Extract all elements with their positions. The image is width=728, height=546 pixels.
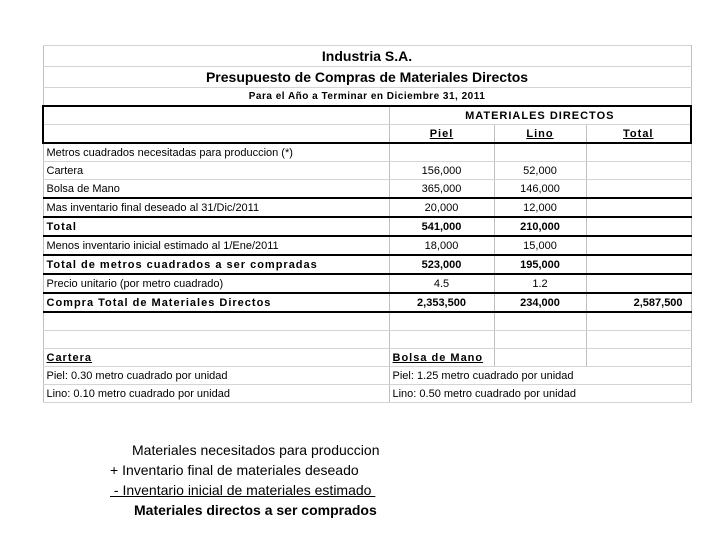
formula-line-1: Materiales necesitados para produccion [132, 442, 380, 458]
cell-total [586, 217, 691, 236]
report-period: Para el Año a Terminar en Diciembre 31, 2011 [43, 88, 691, 107]
cell-lino: 52,000 [494, 162, 586, 180]
header-blank [43, 125, 389, 144]
formula-line-3: - Inventario inicial de materiales estimado [110, 482, 376, 498]
company-name: Industria S.A. [43, 46, 691, 67]
row-label: Mas inventario final deseado al 31/Dic/2011 [43, 198, 389, 217]
row-label: Precio unitario (por metro cuadrado) [43, 274, 389, 293]
budget-table [42, 45, 692, 403]
header-blank [43, 106, 389, 125]
table-row [43, 255, 691, 274]
notes-cartera-piel: Piel: 0.30 metro cuadrado por unidad [43, 367, 389, 385]
row-label: Metros cuadrados necesitadas para produccion (*) [43, 143, 389, 162]
budget-sheet [42, 45, 690, 403]
cell-lino: 234,000 [494, 293, 586, 312]
notes-bolsa-title: Bolsa de Mano [392, 351, 484, 364]
cell-lino: 146,000 [494, 180, 586, 199]
cell-total [586, 143, 691, 162]
cell-total [586, 255, 691, 274]
cell-lino: 1.2 [494, 274, 586, 293]
formula-block [110, 440, 379, 520]
cell-lino: 210,000 [494, 217, 586, 236]
table-row [43, 162, 691, 180]
notes-cartera-lino: Lino: 0.10 metro cuadrado por unidad [43, 385, 389, 403]
cell-lino: 15,000 [494, 236, 586, 255]
table-row [43, 143, 691, 162]
spacer-row [43, 331, 691, 349]
cell-piel: 541,000 [389, 217, 494, 236]
cell-total [586, 274, 691, 293]
cell-piel: 4.5 [389, 274, 494, 293]
col-header-lino: Lino [526, 127, 554, 140]
cell-piel: 18,000 [389, 236, 494, 255]
table-row [43, 217, 691, 236]
notes-row [43, 367, 691, 385]
notes-cartera-title: Cartera [46, 351, 93, 364]
spacer-row [43, 312, 691, 331]
row-label: Compra Total de Materiales Directos [43, 293, 389, 312]
notes-bolsa-piel: Piel: 1.25 metro cuadrado por unidad [389, 367, 691, 385]
notes-bolsa-lino: Lino: 0.50 metro cuadrado por unidad [389, 385, 691, 403]
cell-total [586, 236, 691, 255]
table-row [43, 198, 691, 217]
cell-piel: 20,000 [389, 198, 494, 217]
row-label: Bolsa de Mano [43, 180, 389, 199]
cell-total [586, 162, 691, 180]
cell-piel: 2,353,500 [389, 293, 494, 312]
cell-piel [389, 143, 494, 162]
row-label: Menos inventario inicial estimado al 1/Ene/2011 [43, 236, 389, 255]
report-title: Presupuesto de Compras de Materiales Directos [43, 67, 691, 88]
cell-total [586, 198, 691, 217]
cell-lino: 12,000 [494, 198, 586, 217]
col-header-piel: Piel [429, 127, 454, 140]
formula-line-4: Materiales directos a ser comprados [134, 502, 377, 518]
col-header-total: Total [623, 127, 654, 140]
row-label: Total de metros cuadrados a ser compradas [43, 255, 389, 274]
cell-piel: 365,000 [389, 180, 494, 199]
row-label: Total [43, 217, 389, 236]
table-row [43, 293, 691, 312]
group-header: MATERIALES DIRECTOS [389, 106, 691, 125]
table-row [43, 180, 691, 199]
cell-piel: 523,000 [389, 255, 494, 274]
row-label: Cartera [43, 162, 389, 180]
notes-header-row [43, 349, 691, 367]
notes-row [43, 385, 691, 403]
table-row [43, 236, 691, 255]
cell-total [586, 180, 691, 199]
cell-piel: 156,000 [389, 162, 494, 180]
cell-total: 2,587,500 [586, 293, 691, 312]
cell-lino [494, 143, 586, 162]
formula-line-2: + Inventario final de materiales deseado [110, 462, 359, 478]
table-row [43, 274, 691, 293]
cell-lino: 195,000 [494, 255, 586, 274]
